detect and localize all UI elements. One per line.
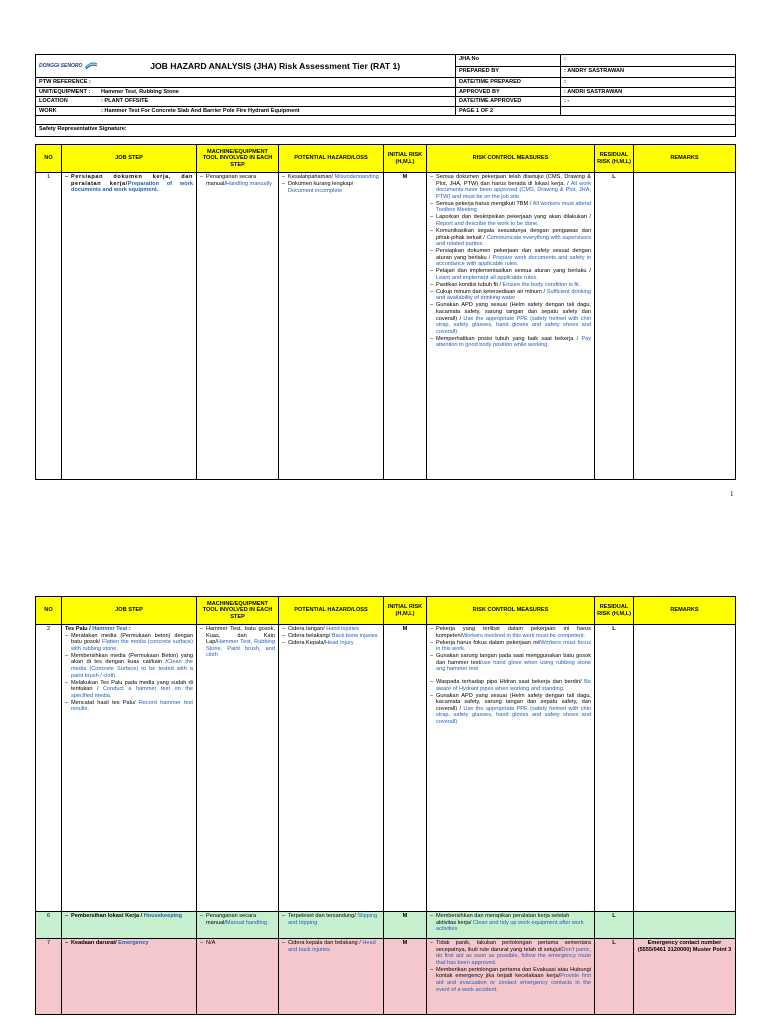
job-step-cell [62,173,197,480]
page-number: 1 [730,490,734,498]
col-initial-risk: INITIAL RISK (H,M,L) [384,597,427,625]
list-item: – Penanganan secara manual/Handling manually [200,174,275,187]
location: LOCATION : PLANT OFFSITE [36,97,456,107]
jha-no-value: : [561,55,736,67]
ptw-reference: PTW REFERENCE : [36,78,456,88]
hazard-cell [279,912,384,939]
table-row: 6 – Pembersihan lokasi Kerja / Housekeeping – Penanganan secara manual/Manual handling – Terpeleset dan tersandung/ Slipping and tripping M – Membersihkan dan merapikan peralatan kerja setelah aktivitas kerja/ Clean and tidy up work equipment after work activities L [36,912,736,939]
approved-by-value: : ANDRI SASTRAWAN [561,87,736,97]
document-title: JOB HAZARD ANALYSIS (JHA) Risk Assessment Tier (RAT 1) [150,60,401,71]
list-item: – Pastikan kondisi tubuh fit / Ensure the body condition is fit. [430,282,591,289]
emergency-remarks: Emergency contact number (5555/0461 3120000) Muster Point 3 [634,939,736,1015]
col-no: NO [36,145,62,173]
jha-table-page2 [35,596,736,1015]
page-label: PAGE 1 OF 2 [456,106,561,116]
list-item: – Cukup minum dan ketersediaan air minum / Sufficient drinking and availability of drinking water [430,289,591,302]
date-approved-label: DATE/TIME APPROVED [456,97,561,107]
date-prepared-label: DATE/TIME PREPARED [456,78,561,88]
col-residual-risk: RESIDUAL RISK (H,M,L) [595,597,634,625]
list-item: – Pelajari dan implementasikan semua aturan yang berlaku / Learn and implement all applicable rules. [430,268,591,281]
list-item: – Mencatat hasil tes Palu/ Record hammer test results. [65,700,193,713]
machine-cell [197,625,279,912]
hazard-cell [279,173,384,480]
list-item: – Memperhatikan posisi tubuh yang baik saat bekerja / Pay attention to good body position while working. [430,336,591,349]
table-row: 1 – Persiapan dokumen kerja, dan peralatan kerja/Preparation of work documents and work equipment. – Penanganan secara manual/Handling manually – Kesalahpahaman/ Misunderstanding – Dokumen kurang lengkap/ Document incomplete M – Semua dokumen pekerjaan telah disetujui (CMS, Drawing & Plot, JHA, PTW) dan harus berada di lokasi kerja. / All work documents have been approved (CMS, Drawing & Plot, JHA, PTW) and must be on the job site – Semua pekerja harus mengikuti TBM / All workers must attend Toolbox Meeting – Laporkan dan deskripsikan pekerjaan yang akan dilakukan / Report and describe the work to be done. – Komunikasikan segala sesuatunya dengan pengawas dan pihak-pihak terkait / Communicate everything with supervisors and related parties. – Persiapkan dokumen pekerjaan dan safety sesuai dengan aturan yang berlaku / Prepare work documents and safety in accordance with applicable rules. – Pelajari dan implementasikan semua aturan yang berlaku / Learn and implement all applicable rules. – Pastikan kondisi tubuh fit / Ensure the body condition is fit. – Cukup minum dan ketersediaan air minum / Sufficient drinking and availability of drinking water – Gunakan APD yang sesuai (Helm safety dengan tali dagu, kacamata safety, sarung tangan dan sepatu safety dan coverall) / Use the appropriate PPE (safety helmet with chin strap, safety glasses, hand gloves and safety shoes and coverall) – Memperhatikan posisi tubuh yang baik saat bekerja / Pay attention to good body position while working. L [36,173,736,480]
machine-cell [197,173,279,480]
list-item: – Gunakan sarung tangan pada saat menggunakan batu gosok dan hammer test/use hand glove when using rubbing stone ang hammer test [430,653,591,673]
machine-cell [197,912,279,939]
col-no: NO [36,597,62,625]
approved-by-label: APPROVED BY [456,87,561,97]
control-cell [427,912,595,939]
list-item: – Hammer Test, batu gosok, Kuas, dan Kain Lap/Hammer Test, Rubbing Stone, Paint brush, and cloth [200,626,275,659]
col-job-step: JOB STEP [62,145,197,173]
list-item: – Memberikan pertolongan pertama dan Evakuasi atau Hubungi kontak emergency jika terjadi kecelakaan kerja/Provide first aid and evacuation or contact emergency contacts in the event of a work accident. [430,967,591,993]
list-item: – Cidera Kepala/Head Injury [282,640,380,647]
list-item: – Pembersihan lokasi Kerja / Housekeeping [65,913,193,920]
control-cell [427,173,595,480]
hazard-cell [279,625,384,912]
list-item: – Laporkan dan deskripsikan pekerjaan yang akan dilakukan / Report and describe the work to be done. [430,214,591,227]
list-item: – Kesalahpahaman/ Misunderstanding [282,174,380,181]
control-cell [427,939,595,1015]
list-item: – Cidera tangan/ Hand injuries [282,626,380,633]
table-row: 7 – Keadaan darurat/ Emergency – N/A – Cidera kepala dan belakang / Head and back injuries M – Tidak panik, lakukan pertolongan pertama sementara secepatnya, ikuti rute darurat yang telah di setujui/Don't panic, do first aid as soon as possible, follow the emergency route that has been approved. – Memberikan pertolongan pertama dan Evakuasi atau Hubungi kontak emergency jika terjadi kecelakaan kerja/Provide first aid and evacuation or contact emergency contacts in the event of a work accident. L Emergency contact number (5555/0461 3120000) Muster Point 3 [36,939,736,1015]
list-item: – Waspada terhadap pipa Hidran saat bekerja dan berdiri/ Be aware of Hydrant pipes when working and standing. [430,679,591,692]
date-approved-value: : - [561,97,736,107]
list-item: – Pekerja yang terlibat dalam pekerjaan ini harus kompeten/Workers involved in this work must be competent. [430,626,591,639]
col-residual-risk: RESIDUAL RISK (H,M,L) [595,145,634,173]
list-item: – Melakukan Tes Palu pada media yang sudah di tentukan / Conduct a hammer test on the specified media. [65,680,193,700]
list-item: – Dokumen kurang lengkap/ Document incomplete [282,181,380,194]
list-item: – Persiapkan dokumen pekerjaan dan safety sesuai dengan aturan yang berlaku / Prepare work documents and safety in accordance with applicable rules. [430,248,591,268]
unit-equipment: UNIT/EQUIPMENT : Hammer Test, Rubbing Stone [36,87,456,97]
col-initial-risk: INITIAL RISK (H,M,L) [384,145,427,173]
job-step-cell: Tes Palu / Hammer Test : – Meratakan media (Permukaan beton) dengan batu gosok/ Flatten the media (concrete surface) with rubbing stone. – Membersihkan media (Permukaan Beton) yang akan di tes dengan kuas cat/kain /Clean the media (Concrete Surface) to be tested with a paint brush / cloth. – Melakukan Tes Palu pada media yang sudah di tentukan / Conduct a hammer test on the specified media. – Mencatat hasil tes Palu/ Record hammer test results. [62,625,197,912]
col-job-step: JOB STEP [62,597,197,625]
control-cell [427,625,595,912]
col-remarks: REMARKS [634,597,736,625]
col-hazard: POTENTIAL HAZARD/LOSS [279,597,384,625]
col-control: RISK CONTROL MEASURES [427,597,595,625]
hazard-cell [279,939,384,1015]
list-item: – Penanganan secara manual/Manual handling [200,913,275,926]
job-step-cell [62,912,197,939]
prepared-by-value: : ANDRY SASTRAWAN [561,66,736,78]
list-item: – Komunikasikan segala sesuatunya dengan pengawas dan pihak-pihak terkait / Communicate everything with supervisors and related parties. [430,228,591,248]
jha-table-page1 [35,144,736,480]
col-hazard: POTENTIAL HAZARD/LOSS [279,145,384,173]
col-machine: MACHINE/EQUIPMENT TOOL INVOLVED IN EACH STEP [197,597,279,625]
list-item: – Gunakan APD yang sesuai (Helm safety dengan tali dagu, kacamata safety, sarung tangan dan sepatu safety dan coverall) / Use the appropriate PPE (safety helmet with chin strap, safety glasses, hand gloves and safety shoes and coverall) [430,302,591,335]
list-item: – Cidera belakang/ Back bone injuries [282,633,380,640]
col-machine: MACHINE/EQUIPMENT TOOL INVOLVED IN EACH STEP [197,145,279,173]
col-control: RISK CONTROL MEASURES [427,145,595,173]
list-item: – Tidak panik, lakukan pertolongan pertama sementara secepatnya, ikuti rute darurat yang telah di setujui/Don't panic, do first aid as soon as possible, follow the emergency route that has been approved. [430,940,591,966]
logo-text: DONGGI SENORO [39,62,83,69]
company-logo [39,62,98,70]
list-item: – Semua dokumen pekerjaan telah disetujui (CMS, Drawing & Plot, JHA, PTW) dan harus berada di lokasi kerja. / All work documents have been approved (CMS, Drawing & Plot, JHA, PTW) and must be on the job site [430,174,591,200]
list-item: – Terpeleset dan tersandung/ Slipping and tripping [282,913,380,926]
logo-swoosh-icon [84,62,98,70]
job-step-cell [62,939,197,1015]
jha-header-table [35,54,736,137]
list-item: – Membersihkan dan merapikan peralatan kerja setelah aktivitas kerja/ Clean and tidy up work equipment after work activities [430,913,591,933]
list-item: – Keadaan darurat/ Emergency [65,940,193,947]
list-item: – Cidera kepala dan belakang / Head and back injuries [282,940,380,953]
list-item: – Membersihkan media (Permukaan Beton) yang akan di tes dengan kuas cat/kain /Clean the media (Concrete Surface) to be tested with a paint brush / cloth. [65,653,193,679]
list-item: – Gunakan APD yang sesuai (Helm safety dengan tali dagu, kacamata safety, sarung tangan dan sepatu safety, dan coverall) / Use the appropriate PPE (safety helmet with chin strap, safety glasses, hand gloves and safety shoes and coverall) [430,693,591,726]
jha-no-label: JHA No [456,55,561,67]
list-item: – N/A [200,940,275,947]
date-prepared-value: : [561,78,736,88]
table-row: 2 Tes Palu / Hammer Test : – Meratakan media (Permukaan beton) dengan batu gosok/ Flatten the media (concrete surface) with rubbing stone. – Membersihkan media (Permukaan Beton) yang akan di tes dengan kuas cat/kain /Clean the media (Concrete Surface) to be tested with a paint brush / cloth. – Melakukan Tes Palu pada media yang sudah di tentukan / Conduct a hammer test on the specified media. – Mencatat hasil tes Palu/ Record hammer test results. – Hammer Test, batu gosok, Kuas, dan Kain Lap/Hammer Test, Rubbing Stone, Paint brush, and cloth – Cidera tangan/ Hand injuries – Cidera belakang/ Back bone injuries – Cidera Kepala/Head Injury M – Pekerja yang terlibat dalam pekerjaan ini harus kompeten/Workers involved in this work must be competent. – Pekerja harus fokus dalam pekerjaan ini/Workers must focus in this work. – Gunakan sarung tangan pada saat menggunakan batu gosok dan hammer test/use hand glove when using rubbing stone ang hammer test – Waspada terhadap pipa Hidran saat bekerja dan berdiri/ Be aware of Hydrant pipes when working and standing. – Gunakan APD yang sesuai (Helm safety dengan tali dagu, kacamata safety, sarung tangan dan sepatu safety, dan coverall) / Use the appropriate PPE (safety helmet with chin strap, safety glasses, hand gloves and safety shoes and coverall) L [36,625,736,912]
list-item: – Pekerja harus fokus dalam pekerjaan ini/Workers must focus in this work. [430,640,591,653]
work: WORK : Hammer Test For Concrete Slab And Barrier Pole Fire Hydrant Equipment [36,106,456,116]
machine-cell [197,939,279,1015]
safety-signature: Safety Representative Signature: [36,125,736,137]
col-remarks: REMARKS [634,145,736,173]
prepared-by-label: PREPARED BY [456,66,561,78]
list-item: – Meratakan media (Permukaan beton) dengan batu gosok/ Flatten the media (concrete surface) with rubbing stone. [65,633,193,653]
list-item: – Semua pekerja harus mengikuti TBM / All workers must attend Toolbox Meeting [430,201,591,214]
list-item: – Persiapan dokumen kerja, dan peralatan kerja/Preparation of work documents and work equipment. [65,174,193,194]
